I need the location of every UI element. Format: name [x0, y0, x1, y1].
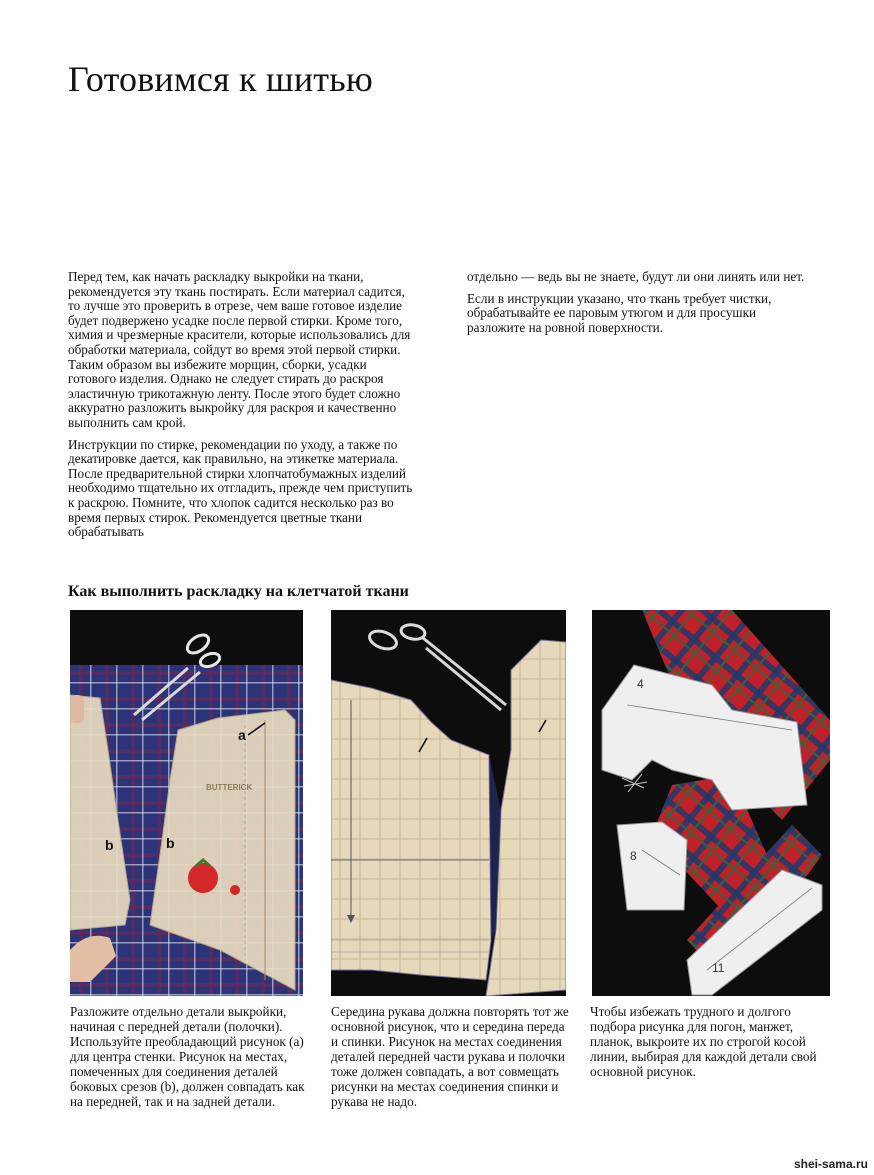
piece-number: 4: [637, 677, 644, 691]
label-a: a: [238, 727, 246, 743]
piece-number: 11: [712, 961, 725, 975]
paragraph: отдельно — ведь вы не знаете, будут ли они линять или нет.: [467, 269, 805, 284]
section-subtitle: Как выполнить раскладку на клетчатой ткани: [68, 583, 409, 600]
figure-caption: Разложите отдельно детали выкройки, начиная с передней детали (полочки). Используйте преобладающий рисунок (а) для центра стенки. Рисунок на местах, помеченных для соединения деталей боковых срезов (b), должен совпадать как на передней, так и на задней детали.: [70, 1004, 305, 1109]
photo-bias-pieces: [592, 610, 830, 996]
watermark: shei-sama.ru: [793, 1157, 868, 1171]
label-b: b: [166, 835, 175, 851]
paragraph: Если в инструкции указано, что ткань требует чистки, обрабатывайте ее паровым утюгом и для просушки разложите на ровной поверхности.: [467, 290, 772, 335]
body-column-right: [467, 270, 817, 342]
figure-caption: Чтобы избежать трудного и долгого подбора рисунка для погон, манжет, планок, выкроите их по строгой косой линии, выбирая для каждой детали свой основной рисунок.: [590, 1004, 817, 1079]
body-column-left: [68, 270, 413, 547]
pattern-brand-label: BUTTERICK: [206, 783, 253, 792]
paragraph: Инструкции по стирке, рекомендации по уходу, а также по декатировке дается, как правильно, на этикетке материала. После предварительной стирки хлопчатобумажных изделий необходимо тщательно их отгладить, прежде чем приступить к раскрою. Помните, что хлопок садится несколько раз во время первых стирок. Рекомендуется цветные ткани обрабатывать: [68, 436, 413, 540]
piece-number: 8: [630, 849, 637, 863]
label-b: b: [105, 837, 114, 853]
paragraph: Перед тем, как начать раскладку выкройки на ткани, рекомендуется эту ткань постирать. Если материал садится, то лучше это проверить в отрезе, чем ваше готовое изделие будет подвержено усадке после первой стирки. Кроме того, химия и чрезмерные красители, которые использовались для обработки материала, сойдут во время этой первой стирки. Таким образом вы избежите морщин, сборки, усадки готового изделия. Однако не следует стирать до раскроя эластичную трикотажную ленту. После этого будет сложно аккуратно разложить выкройку для раскроя и качественно выполнить сам крой.: [68, 269, 411, 430]
photo-sleeve-matching: [331, 610, 566, 996]
page-title: Готовимся к шитью: [68, 59, 373, 99]
photo-plaid-layout: [70, 610, 303, 996]
figure-caption: Середина рукава должна повторять тот же основной рисунок, что и середина переда и спинки. Рисунок на местах соединения деталей передней части рукава и полочки тоже должен совпадать, а вот совмещать рисунки на местах соединения спинки и рукава не надо.: [331, 1004, 569, 1109]
